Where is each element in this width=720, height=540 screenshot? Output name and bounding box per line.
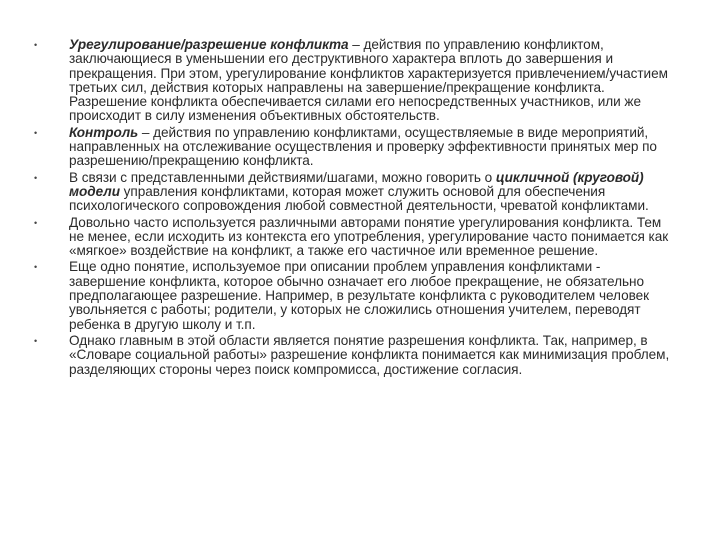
bullet-icon: • (34, 262, 38, 273)
bullet-text: Еще одно понятие, используемое при описании проблем управления конфликтами - завершение конфликта, которое обычно означает его любое прекращение, не обязательно предполагающее разрешение. Например, в результате конфликта с руководителем человек увольняется с работы; родители, у которых не сложились отношения учителем, переводят ребенка в другую школу и т.п. (69, 259, 650, 332)
term-cyclic-model: цикличной (круговой) модели (69, 169, 644, 199)
bullet-icon: • (34, 217, 38, 228)
list-item (34, 126, 674, 169)
list-item (34, 260, 674, 331)
definition-text: – действия по управлению конфликтом, заключающиеся в уменьшении его деструктивного характера вплоть до завершения и прекращения. При этом, урегулирование конфликтов характеризуется привлечением/участием третьих сил, действия которых направлены на завершение/прекращение конфликта. Разрешение конфликта обеспечивается силами его непосредственных участников, или же происходит в силу изменения объективных обстоятельств. (69, 37, 668, 124)
bullet-icon: • (34, 40, 38, 50)
bullet-icon: • (34, 335, 38, 346)
list-item (34, 216, 674, 259)
bullet-text (69, 170, 649, 214)
text-after-term: управления конфликтами, которая может служить основой для обеспечения психологического сопровождения любой совместной деятельности, чреватой конфликтами. (69, 183, 649, 214)
bullet-icon: • (34, 172, 38, 183)
list-item (34, 38, 674, 124)
bullet-text: Однако главным в этой области является понятие разрешения конфликта. Так, например, в «Словаре социальной работы» разрешение конфликта понимается как минимизация проблем, разделяющих стороны через поиск компромисса, достижение согласия. (69, 332, 670, 377)
list-item (34, 171, 674, 214)
bullet-text (69, 125, 657, 169)
text-before-term: В связи с представленными действиями/шагами, можно говорить о (69, 169, 496, 185)
definition-text: – действия по управлению конфликтами, осуществляемые в виде мероприятий, направленных на отслеживание осуществления и проверку эффективности принятых мер по разрешению/прекращению конфликта. (69, 124, 657, 169)
bullet-text: Довольно часто используется различными авторами понятие урегулирования конфликта. Тем не менее, если исходить из контекста его употребления, урегулирование часто понимается как «мягкое» воздействие на конфликт, а также его частичное или временное решение. (69, 214, 669, 259)
bullet-list (34, 38, 674, 379)
bullet-text (69, 37, 668, 123)
bullet-icon: • (34, 127, 38, 138)
term-conflict-resolution: Урегулирование/разрешение конфликта (69, 37, 349, 52)
list-item (34, 334, 674, 377)
term-control: Контроль (69, 124, 139, 140)
